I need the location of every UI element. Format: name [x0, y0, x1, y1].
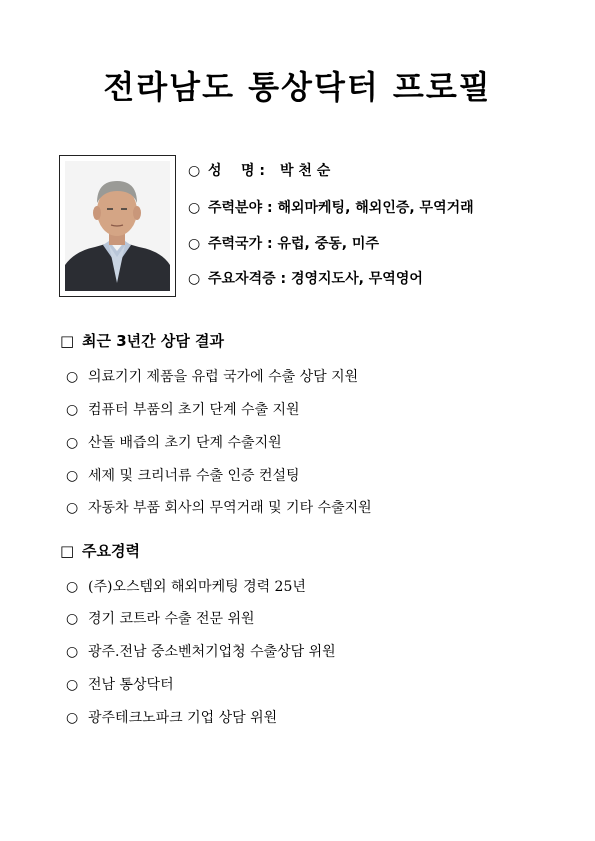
list-item-text: 경기 코트라 수출 전문 위원 — [88, 611, 255, 627]
page-title: 전라남도 통상닥터 프로필 — [103, 68, 492, 106]
bullet-circle: ○ — [66, 710, 79, 726]
list-item-text: (주)오스템외 해외마케팅 경력 25년 — [88, 579, 306, 595]
bullet-circle: ○ — [66, 677, 79, 693]
portrait-image — [65, 161, 170, 291]
list-item — [66, 576, 306, 596]
list-item-text: 세제 및 크리너류 수출 인증 컨설팅 — [88, 468, 300, 484]
bullet-circle: ○ — [188, 200, 201, 216]
list-item — [66, 608, 255, 628]
list-item — [66, 707, 277, 727]
bullet-circle: ○ — [188, 163, 201, 179]
bullet-circle: ○ — [188, 271, 201, 287]
bullet-circle: ○ — [66, 644, 79, 660]
field-label: 주력분야 : — [208, 200, 273, 216]
bullet-circle: ○ — [66, 611, 79, 627]
profile-country-row — [188, 233, 379, 253]
country-value: 유럽, 중동, 미주 — [277, 236, 379, 252]
name-value: 박 천 순 — [280, 163, 331, 179]
cert-label: 주요자격증 : — [208, 271, 287, 287]
box-bullet: □ — [60, 332, 75, 350]
list-item — [66, 432, 282, 452]
section-recent-consulting-heading — [60, 330, 224, 351]
bullet-circle: ○ — [66, 468, 79, 484]
list-item — [66, 465, 300, 485]
name-label: 성 명 : — [208, 163, 266, 179]
profile-cert-row — [188, 268, 423, 288]
list-item-text: 광주.전남 중소벤처기업청 수출상담 위원 — [88, 644, 336, 660]
list-item-text: 전남 통상닥터 — [88, 677, 174, 693]
list-item-text: 광주테크노파크 기업 상담 위원 — [88, 710, 278, 726]
bullet-circle: ○ — [66, 579, 79, 595]
list-item-text: 자동차 부품 회사의 무역거래 및 기타 수출지원 — [88, 500, 372, 516]
section-heading-text: 최근 3년간 상담 결과 — [82, 332, 225, 350]
list-item — [66, 674, 174, 694]
section-career-heading — [60, 540, 140, 561]
bullet-circle: ○ — [66, 500, 79, 516]
cert-value: 경영지도사, 무역영어 — [290, 271, 423, 287]
profile-name-row — [188, 160, 330, 180]
bullet-circle: ○ — [66, 402, 79, 418]
list-item — [66, 497, 372, 517]
country-label: 주력국가 : — [208, 236, 273, 252]
profile-photo — [59, 155, 176, 297]
list-item-text: 컴퓨터 부품의 초기 단계 수출 지원 — [88, 402, 300, 418]
bullet-circle: ○ — [188, 236, 201, 252]
bullet-circle: ○ — [66, 369, 79, 385]
list-item — [66, 399, 300, 419]
list-item-text: 산돌 배즙의 초기 단계 수출지원 — [88, 435, 282, 451]
list-item — [66, 641, 336, 661]
list-item-text: 의료기기 제품을 유럽 국가에 수출 상담 지원 — [88, 369, 359, 385]
section-heading-text: 주요경력 — [82, 542, 140, 560]
box-bullet: □ — [60, 542, 75, 560]
list-item — [66, 366, 358, 386]
profile-field-row — [188, 197, 474, 217]
field-value: 해외마케팅, 해외인증, 무역거래 — [277, 200, 474, 216]
bullet-circle: ○ — [66, 435, 79, 451]
